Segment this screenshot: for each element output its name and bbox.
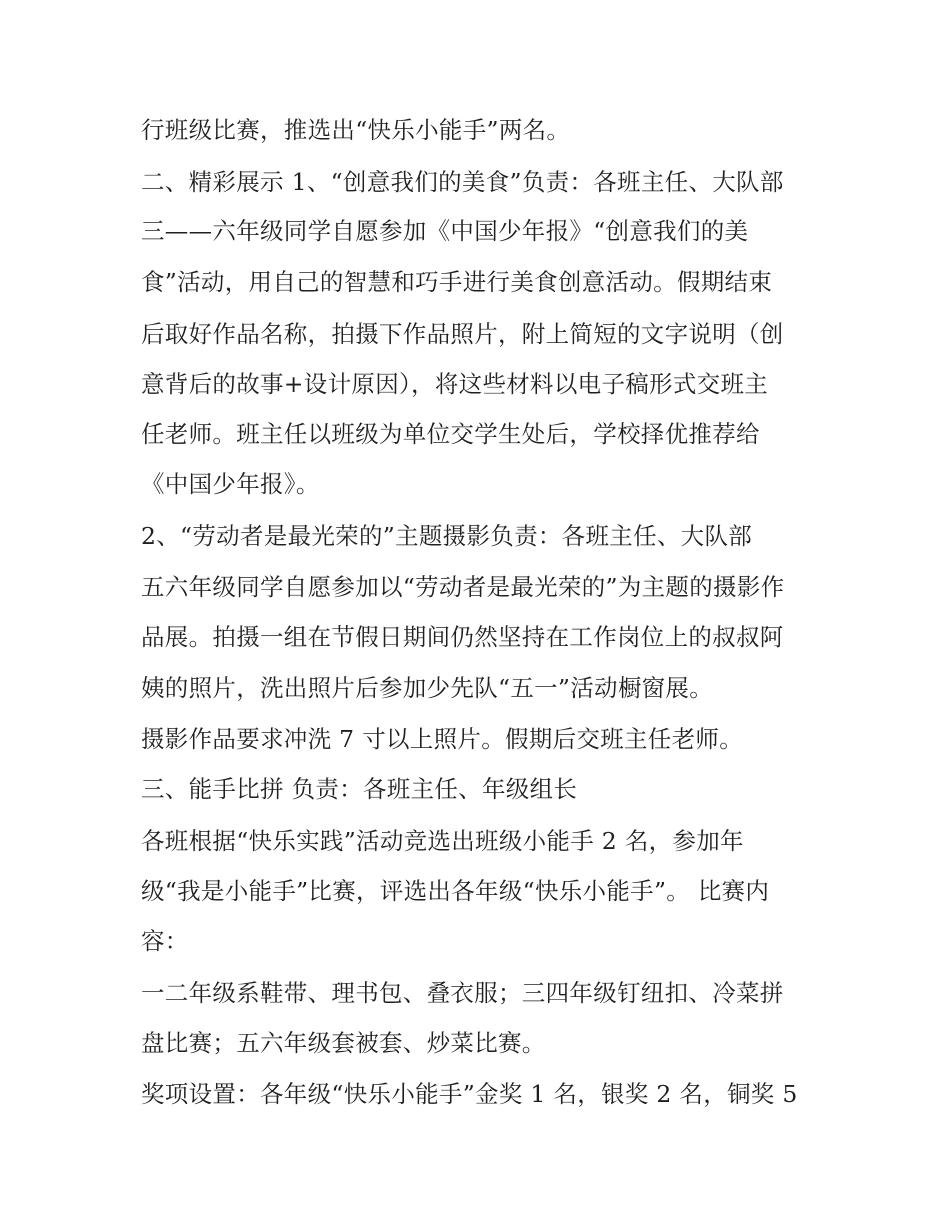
text-line: 品展。拍摄一组在节假日期间仍然坚持在工作岗位上的叔叔阿 (141, 623, 784, 651)
text-line: 二、精彩展示 1、“创意我们的美食”负责：各班主任、大队部 (141, 168, 784, 196)
text-line: 级“我是小能手”比赛，评选出各年级“快乐小能手”。 比赛内 (141, 877, 770, 905)
text-line: 容： (141, 927, 189, 955)
text-line: 三、能手比拼 负责：各班主任、年级组长 (141, 775, 578, 803)
text-line: 各班根据“快乐实践”活动竞选出班级小能手 2 名，参加年 (141, 827, 744, 855)
text-line: 行班级比赛，推选出“快乐小能手”两名。 (141, 116, 571, 144)
text-line: 三——六年级同学自愿参加《中国少年报》“创意我们的美 (141, 217, 749, 245)
text-line: 食”活动，用自己的智慧和巧手进行美食创意活动。假期结束 (141, 268, 773, 296)
text-line: 姨的照片，洗出照片后参加少先队“五一”活动橱窗展。 (141, 674, 714, 702)
text-line: 摄影作品要求冲洗 7 寸以上照片。假期后交班主任老师。 (141, 725, 743, 753)
text-line: 奖项设置：各年级“快乐小能手”金奖 1 名，银奖 2 名，铜奖 5 (141, 1080, 798, 1108)
text-line: 任老师。班主任以班级为单位交学生处后，学校择优推荐给 (141, 420, 760, 448)
text-line: 2、“劳动者是最光荣的”主题摄影负责：各班主任、大队部 (141, 522, 753, 550)
text-line: 一二年级系鞋带、理书包、叠衣服；三四年级钉纽扣、冷菜拼 (141, 979, 784, 1007)
text-line: 《中国少年报》。 (141, 470, 320, 498)
text-line: 五六年级同学自愿参加以“劳动者是最光荣的”为主题的摄影作 (141, 573, 785, 601)
text-line: 意背后的故事+设计原因），将这些材料以电子稿形式交班主 (141, 370, 769, 398)
text-line: 后取好作品名称，拍摄下作品照片，附上简短的文字说明（创 (141, 320, 784, 348)
text-line: 盘比赛；五六年级套被套、炒菜比赛。 (141, 1029, 546, 1057)
